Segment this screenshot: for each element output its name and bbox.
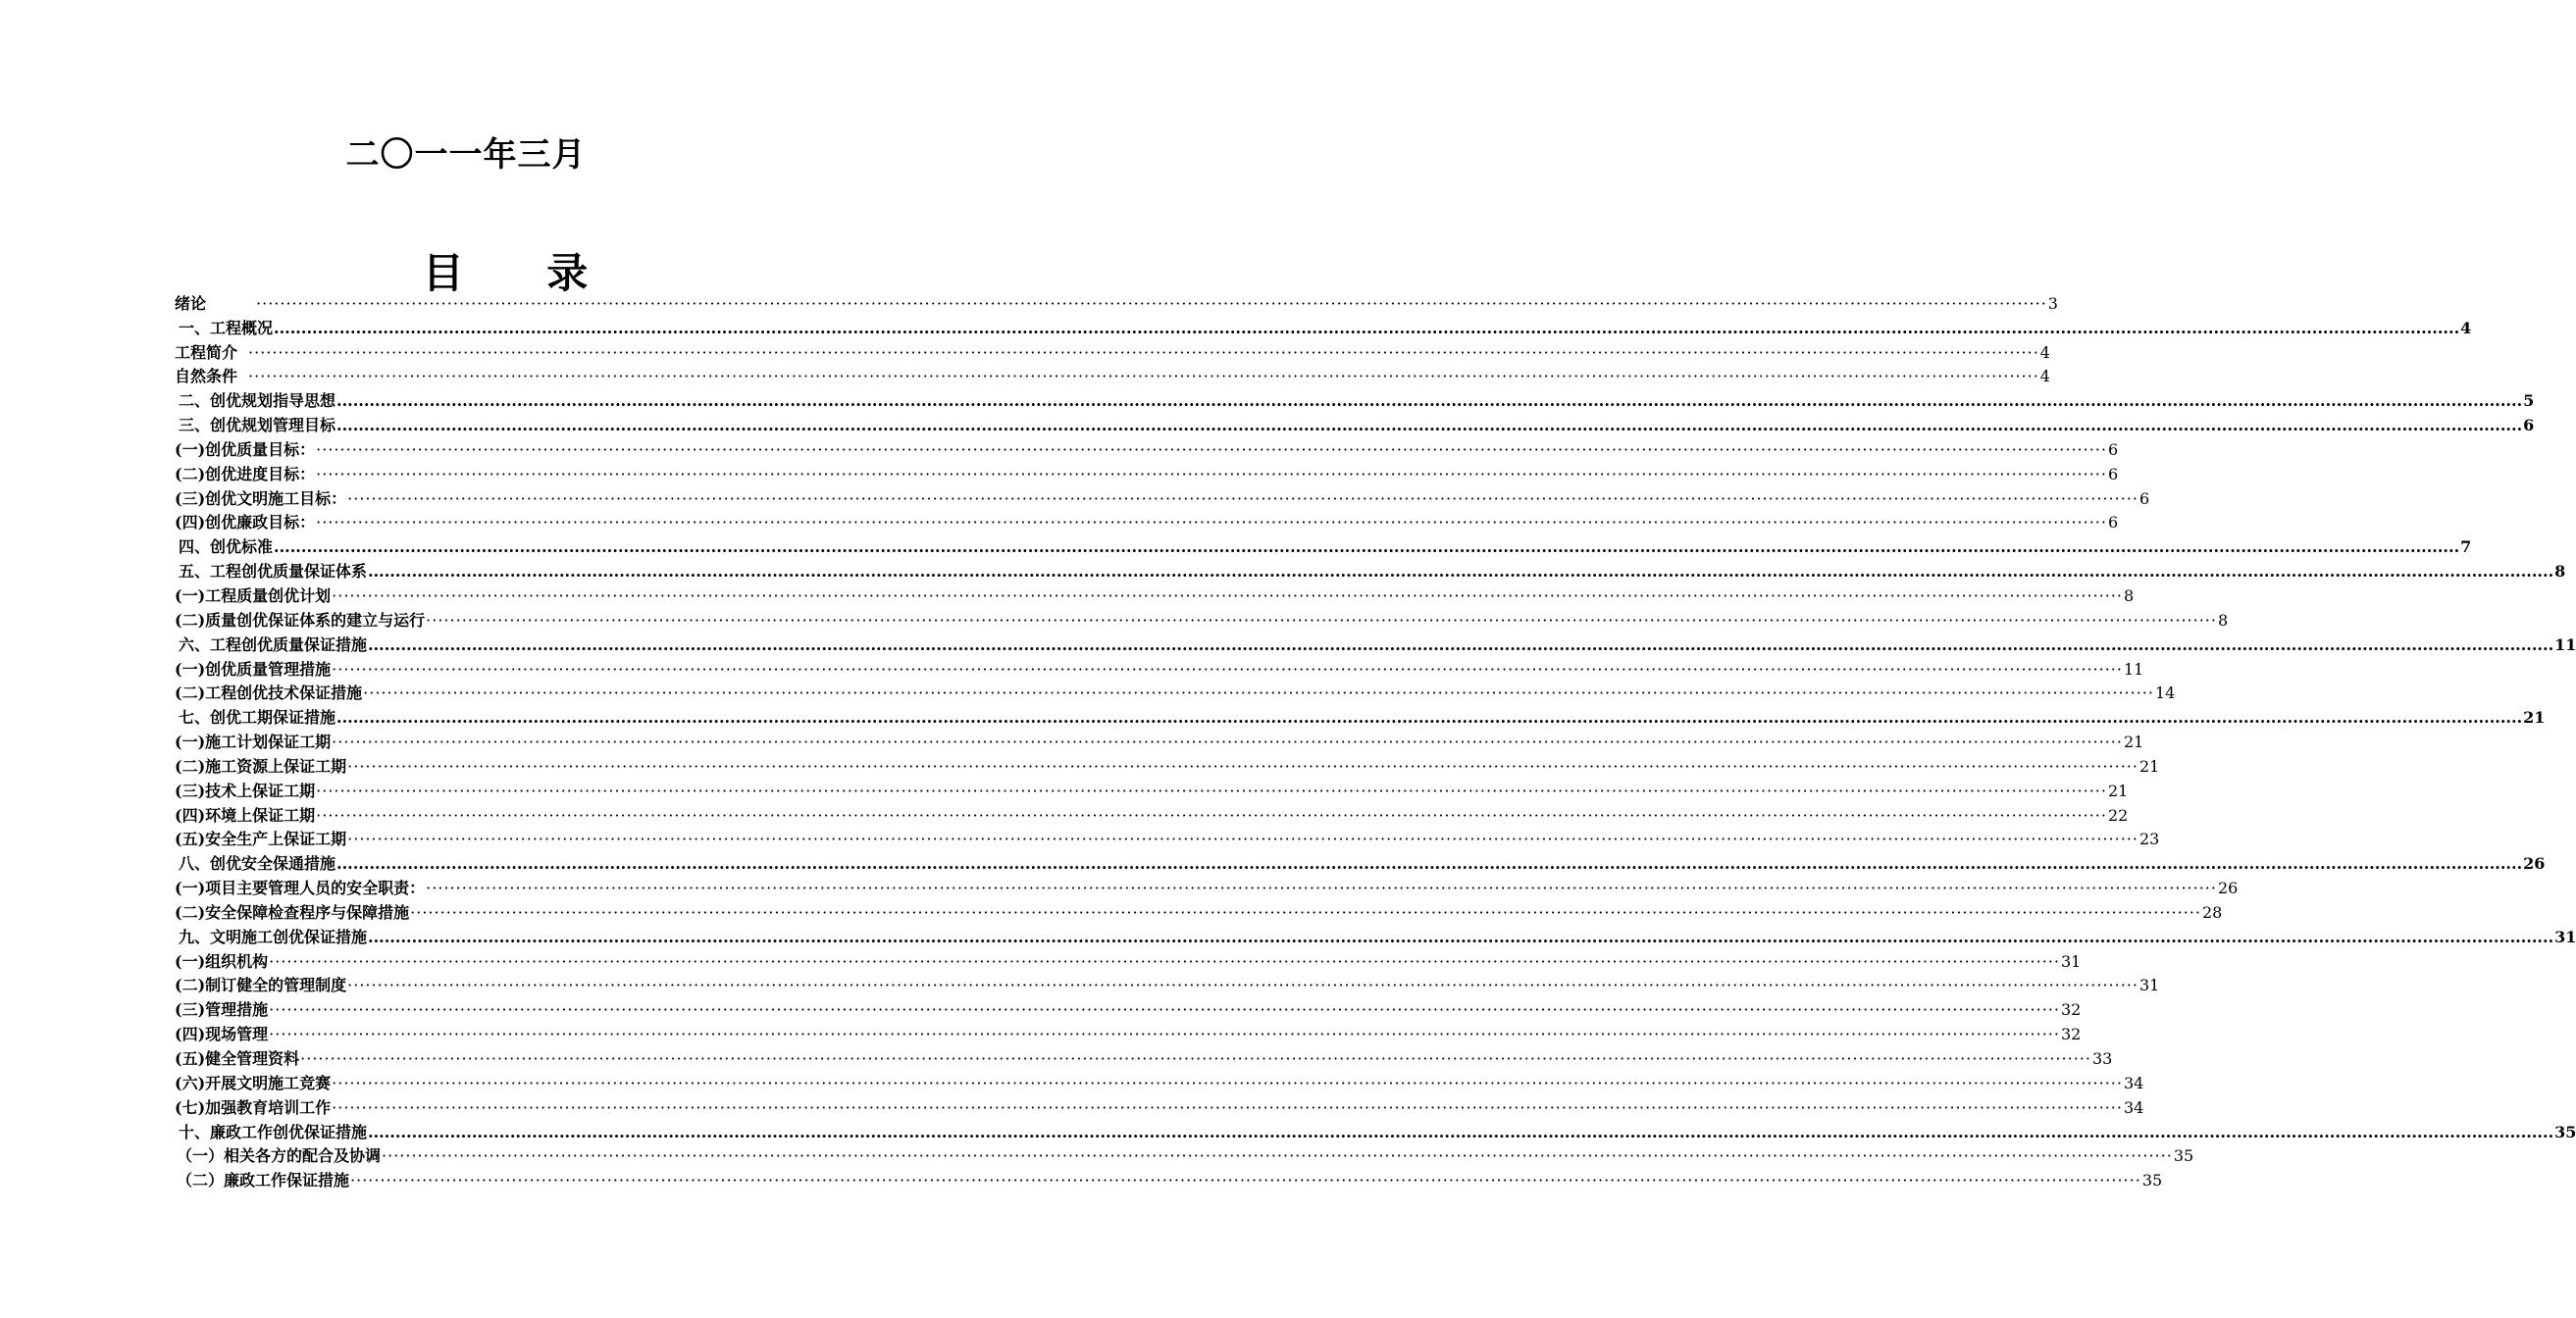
toc-entry-label: 十、廉政工作创优保证措施 xyxy=(179,1122,368,1141)
toc-entry-number: (二) xyxy=(175,610,206,630)
toc-entry-page: 5 xyxy=(2523,391,2535,411)
toc-entry-label: 工程质量创优计划 xyxy=(205,585,332,605)
toc-leader-dots: ············································································································································································································································································································ xyxy=(347,976,2138,995)
toc-entry[interactable] xyxy=(175,582,2135,606)
toc-entry-page: 6 xyxy=(2107,439,2119,459)
toc-entry-page: 22 xyxy=(2107,805,2129,825)
toc-entry-page: 21 xyxy=(2107,781,2129,800)
toc-entry-page: 6 xyxy=(2107,464,2119,483)
toc-entry-label: 工程简介 xyxy=(175,342,238,362)
toc-entry-number: (四) xyxy=(175,805,206,825)
toc-entry[interactable] xyxy=(175,898,2223,923)
toc-entry-number: (四) xyxy=(175,513,206,532)
toc-entry-number: (六) xyxy=(175,1073,206,1092)
toc-entry[interactable] xyxy=(175,923,2576,947)
toc-entry[interactable] xyxy=(175,606,2229,631)
toc-entry[interactable] xyxy=(175,703,2546,728)
toc-entry-number: (一) xyxy=(175,659,206,679)
toc-entry[interactable] xyxy=(175,289,2058,314)
toc-entry-number: (四) xyxy=(175,1025,206,1044)
toc-entry-label: 现场管理 xyxy=(205,1025,269,1044)
toc-entry[interactable] xyxy=(175,557,2566,582)
toc-entry-page: 6 xyxy=(2523,416,2535,435)
toc-heading: 目 录 xyxy=(422,249,589,297)
toc-entry[interactable] xyxy=(175,314,2472,338)
toc-leader-dots: ············································································································································································································································································································ xyxy=(316,781,2107,800)
toc-entry-label: 组织机构 xyxy=(205,951,269,971)
toc-entry[interactable] xyxy=(175,338,2050,363)
toc-leader-dots: ············································································································································································································································································································ xyxy=(300,1049,2091,1068)
toc-leader-dots: ................................................................................................................................................................................................................................................................................................................................................................................................................ xyxy=(368,927,2554,946)
toc-entry[interactable] xyxy=(175,1069,2144,1093)
toc-entry[interactable] xyxy=(175,411,2535,435)
toc-leader-dots: ············································································································································································································································································································ xyxy=(269,951,2060,971)
toc-entry[interactable] xyxy=(175,728,2144,752)
toc-entry[interactable] xyxy=(175,680,2176,704)
toc-leader-dots: ................................................................................................................................................................................................................................................................................................................................................................................................................ xyxy=(274,537,2460,557)
toc-entry-page: 34 xyxy=(2123,1073,2144,1092)
toc-leader-dots: ············································································································································································································································································································ xyxy=(269,1000,2060,1020)
toc-entry-page: 4 xyxy=(2039,367,2050,386)
toc-entry-page: 21 xyxy=(2138,756,2160,776)
toc-entry-page: 4 xyxy=(2460,318,2472,337)
toc-entry-page: 35 xyxy=(2141,1171,2163,1191)
toc-entry-label: 健全管理资料 xyxy=(205,1049,300,1068)
toc-entry[interactable] xyxy=(175,509,2119,533)
toc-entry-label: 八、创优安全保通措施 xyxy=(179,854,336,874)
toc-leader-dots: ................................................................................................................................................................................................................................................................................................................................................................................................................ xyxy=(368,634,2554,654)
toc-entry-page: 26 xyxy=(2217,879,2239,898)
toc-entry-page: 26 xyxy=(2523,854,2546,874)
toc-leader-dots: ................................................................................................................................................................................................................................................................................................................................................................................................................ xyxy=(368,1122,2554,1141)
toc-entry[interactable] xyxy=(175,874,2239,898)
toc-leader-dots: ············································································································································································································································································································ xyxy=(269,1025,2060,1044)
toc-entry-page: 31 xyxy=(2554,927,2576,946)
toc-entry-page: 31 xyxy=(2060,951,2082,971)
toc-entry-label: 一、工程概况 xyxy=(179,318,274,337)
toc-leader-dots: ................................................................................................................................................................................................................................................................................................................................................................................................................ xyxy=(336,854,2523,874)
toc-leader-dots: ············································································································································································································································································································ xyxy=(410,902,2201,922)
toc-entry[interactable] xyxy=(175,1166,2163,1191)
toc-entry-number: （一） xyxy=(177,1146,225,1166)
toc-entry-number: (二) xyxy=(175,756,206,776)
toc-entry-label: 安全生产上保证工期 xyxy=(205,830,347,849)
toc-entry-page: 32 xyxy=(2060,1000,2082,1020)
toc-entry-page: 14 xyxy=(2154,684,2176,703)
toc-entry-label: 开展文明施工竞赛 xyxy=(205,1073,332,1092)
toc-entry-page: 11 xyxy=(2123,659,2144,679)
toc-entry-label: 项目主要管理人员的安全职责： xyxy=(205,879,426,898)
toc-entry-page: 8 xyxy=(2123,585,2135,605)
toc-entry-label: 施工计划保证工期 xyxy=(205,733,332,752)
toc-entry-label: 创优文明施工目标： xyxy=(205,488,347,508)
toc-entry[interactable] xyxy=(175,484,2150,509)
toc-leader-dots: ············································································································································································································································································································ xyxy=(382,1146,2173,1166)
toc-leader-dots: ············································································································································································································································································································ xyxy=(332,1073,2123,1092)
toc-entry[interactable] xyxy=(175,386,2535,411)
toc-entry-number: (一) xyxy=(175,733,206,752)
toc-entry[interactable] xyxy=(175,1044,2113,1069)
toc-entry-page: 21 xyxy=(2123,733,2144,752)
toc-entry-number: (二) xyxy=(175,902,206,922)
toc-entry-label: 创优进度目标： xyxy=(205,464,316,483)
toc-entry-label: 相关各方的配合及协调 xyxy=(224,1146,382,1166)
toc-entry-number: (二) xyxy=(175,684,206,703)
toc-entry-label: 四、创优标准 xyxy=(179,537,274,557)
toc-entry-page: 3 xyxy=(2047,293,2058,313)
toc-leader-dots: ············································································································································································································································································································ xyxy=(316,464,2107,483)
toc-entry-label: 六、工程创优质量保证措施 xyxy=(179,634,368,654)
toc-entry-page: 6 xyxy=(2138,488,2150,508)
toc-entry-page: 11 xyxy=(2554,634,2576,654)
toc-entry-number: (七) xyxy=(175,1097,206,1117)
toc-entry[interactable] xyxy=(175,1118,2576,1142)
toc-leader-dots: ············································································································································································································································································································ xyxy=(347,756,2138,776)
toc-entry-label: 七、创优工期保证措施 xyxy=(179,708,336,728)
toc-leader-dots: ············································································································································································································································································································ xyxy=(248,342,2039,362)
toc-entry[interactable] xyxy=(175,995,2082,1020)
toc-entry-page: 35 xyxy=(2173,1146,2194,1166)
toc-entry-page: 21 xyxy=(2523,708,2546,728)
toc-leader-dots: ············································································································································································································································································································ xyxy=(332,1097,2123,1117)
toc-leader-dots: ············································································································································································································································································································ xyxy=(248,367,2039,386)
toc-entry[interactable] xyxy=(175,1142,2194,1167)
toc-entry-number: (三) xyxy=(175,781,206,800)
toc-leader-dots: ············································································································································································································································································································ xyxy=(350,1171,2141,1191)
toc-entry-label: 绪论 xyxy=(175,293,207,313)
toc-entry[interactable] xyxy=(175,972,2160,996)
toc-entry-number: （二） xyxy=(177,1171,225,1191)
toc-entry[interactable] xyxy=(175,849,2546,874)
toc-entry-page: 7 xyxy=(2460,537,2472,557)
toc-entry-number: (三) xyxy=(175,1000,206,1020)
toc-entry-label: 创优质量管理措施 xyxy=(205,659,332,679)
toc-entry-label: 施工资源上保证工期 xyxy=(205,756,347,776)
document-date: 二〇一一年三月 xyxy=(345,135,587,175)
toc-entry-page: 8 xyxy=(2217,610,2229,630)
toc-entry-number: (三) xyxy=(175,488,206,508)
toc-entry[interactable] xyxy=(175,655,2144,680)
toc-leader-dots: ................................................................................................................................................................................................................................................................................................................................................................................................................ xyxy=(274,318,2460,337)
toc-leader-dots: ············································································································································································································································································································ xyxy=(256,293,2047,313)
toc-entry-label: 三、创优规划管理目标 xyxy=(179,416,336,435)
toc-entry-label: 二、创优规划指导思想 xyxy=(179,391,336,411)
toc-entry-label: 九、文明施工创优保证措施 xyxy=(179,927,368,946)
toc-leader-dots: ············································································································································································································································································································ xyxy=(426,879,2217,898)
toc-entry-number: (五) xyxy=(175,1049,206,1068)
toc-entry-number: (一) xyxy=(175,951,206,971)
toc-entry[interactable] xyxy=(175,435,2119,460)
toc-entry[interactable] xyxy=(175,801,2129,826)
toc-entry-number: (五) xyxy=(175,830,206,849)
toc-entry-label: 管理措施 xyxy=(205,1000,269,1020)
toc-leader-dots: ············································································································································································································································································································ xyxy=(332,585,2123,605)
toc-entry-number: (二) xyxy=(175,976,206,995)
toc-entry[interactable] xyxy=(175,631,2576,655)
toc-entry-page: 6 xyxy=(2107,513,2119,532)
toc-entry-page: 31 xyxy=(2138,976,2160,995)
toc-entry[interactable] xyxy=(175,363,2050,387)
toc-leader-dots: ············································································································································································································································································································ xyxy=(363,684,2154,703)
toc-leader-dots: ············································································································································································································································································································ xyxy=(332,659,2123,679)
toc-entry[interactable] xyxy=(175,947,2082,972)
toc-entry-label: 自然条件 xyxy=(175,367,238,386)
toc-entry-number: (二) xyxy=(175,464,206,483)
toc-entry[interactable] xyxy=(175,826,2160,850)
toc-entry-label: 加强教育培训工作 xyxy=(205,1097,332,1117)
toc-entry-label: 技术上保证工期 xyxy=(205,781,316,800)
toc-entry-page: 32 xyxy=(2060,1025,2082,1044)
toc-entry-label: 工程创优技术保证措施 xyxy=(205,684,363,703)
toc-entry-label: 创优质量目标： xyxy=(205,439,316,459)
toc-entry-number: (一) xyxy=(175,879,206,898)
toc-entry[interactable] xyxy=(175,1020,2082,1044)
toc-entry-label: 廉政工作保证措施 xyxy=(224,1171,350,1191)
toc-leader-dots: ................................................................................................................................................................................................................................................................................................................................................................................................................ xyxy=(368,562,2554,582)
toc-entry[interactable] xyxy=(175,777,2129,801)
toc-leader-dots: ············································································································································································································································································································ xyxy=(347,830,2138,849)
toc-entry-label: 五、工程创优质量保证体系 xyxy=(179,562,368,582)
toc-entry[interactable] xyxy=(175,752,2160,777)
toc-leader-dots: ············································································································································································································································································································ xyxy=(347,488,2138,508)
toc-entry-number: (一) xyxy=(175,585,206,605)
toc-leader-dots: ................................................................................................................................................................................................................................................................................................................................................................................................................ xyxy=(336,708,2523,728)
table-of-contents xyxy=(175,289,2576,1191)
toc-entry-number: (一) xyxy=(175,439,206,459)
toc-leader-dots: ................................................................................................................................................................................................................................................................................................................................................................................................................ xyxy=(336,416,2523,435)
toc-leader-dots: ············································································································································································································································································································ xyxy=(316,805,2107,825)
toc-entry-label: 创优廉政目标： xyxy=(205,513,316,532)
toc-entry-page: 8 xyxy=(2554,562,2566,582)
toc-entry-page: 34 xyxy=(2123,1097,2144,1117)
toc-entry-page: 28 xyxy=(2201,902,2223,922)
toc-entry-page: 4 xyxy=(2039,342,2050,362)
toc-leader-dots: ············································································································································································································································································································ xyxy=(316,439,2107,459)
toc-entry-label: 环境上保证工期 xyxy=(205,805,316,825)
toc-entry[interactable] xyxy=(175,1093,2144,1118)
toc-entry[interactable] xyxy=(175,532,2472,557)
toc-leader-dots: ············································································································································································································································································································ xyxy=(332,733,2123,752)
toc-entry-page: 35 xyxy=(2554,1122,2576,1141)
toc-leader-dots: ................................................................................................................................................................................................................................................................................................................................................................................................................ xyxy=(336,391,2523,411)
toc-entry-label: 制订健全的管理制度 xyxy=(205,976,347,995)
toc-entry-label: 安全保障检查程序与保障措施 xyxy=(205,902,410,922)
toc-entry-page: 33 xyxy=(2091,1049,2113,1068)
toc-entry-label: 质量创优保证体系的建立与运行 xyxy=(205,610,426,630)
toc-leader-dots: ············································································································································································································································································································ xyxy=(426,610,2217,630)
toc-entry-page: 23 xyxy=(2138,830,2160,849)
toc-leader-dots: ············································································································································································································································································································ xyxy=(316,513,2107,532)
toc-entry[interactable] xyxy=(175,460,2119,484)
